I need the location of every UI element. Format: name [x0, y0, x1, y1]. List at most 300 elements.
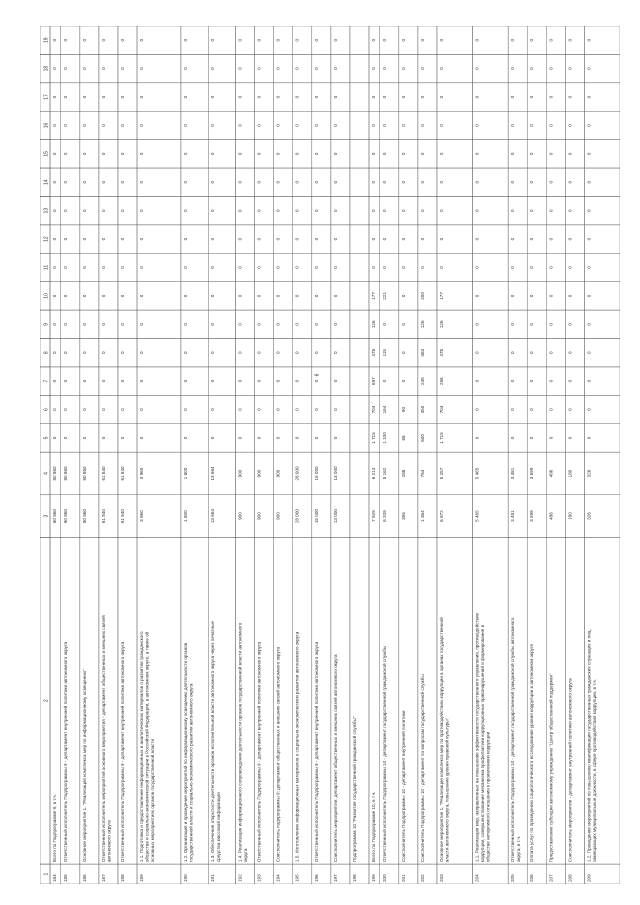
table-cell	[350, 225, 369, 253]
row-value: 600	[419, 434, 425, 442]
row-value: 0	[529, 351, 535, 355]
row-value: 0	[275, 323, 281, 326]
row-value: 363	[419, 348, 425, 357]
row-value: 0	[510, 408, 516, 411]
row-value: 0	[139, 436, 145, 440]
row-value: 0	[586, 180, 592, 184]
row-value: 3 960	[139, 510, 145, 522]
row-value: 0	[139, 67, 145, 70]
row-value: 0	[438, 95, 444, 99]
row-value: 0	[400, 180, 406, 184]
header-number: 17	[43, 94, 50, 100]
row-value: 1 100	[381, 432, 387, 444]
row-value: 164	[381, 405, 387, 414]
row-value: 900	[275, 469, 281, 478]
row-value: 0	[62, 323, 68, 326]
row-value: 1 715	[370, 432, 376, 444]
row-value: 0	[182, 351, 188, 355]
header-number: 15	[43, 151, 50, 157]
row-description: Ответственный исполнитель Подпрограммы 9 - департамент внутренней политики автономного округа	[62, 641, 68, 863]
row-value: 0	[438, 180, 444, 184]
row-value: 0	[294, 152, 300, 156]
row-value: 0	[400, 67, 406, 70]
row-value: 0	[474, 323, 480, 326]
row-value: 0	[332, 209, 338, 212]
row-value: 0	[52, 266, 57, 269]
row-value: 0	[62, 266, 68, 269]
row-value: 13 664	[210, 466, 216, 481]
row-value: 0	[237, 124, 243, 127]
row-value: 0	[210, 294, 216, 298]
row-value: 0	[529, 408, 535, 411]
row-value: 3 599	[529, 467, 535, 480]
row-value: 0	[62, 152, 68, 156]
row-description: Основное мероприятие 1. "Реализация комплекса мер по противодействию коррупции в органах государственнойвласти автономного округа, повышение уровня правовой культуры"	[438, 617, 450, 863]
row-value: 0	[548, 379, 554, 383]
table-row	[565, 26, 584, 884]
row-value: 13 000	[332, 466, 338, 481]
row-value: 0	[237, 38, 243, 42]
row-value: 0	[275, 294, 281, 298]
row-value: 900	[256, 469, 262, 478]
row-value: 0	[100, 67, 106, 70]
row-number: 190	[182, 874, 188, 882]
table-group	[40, 26, 620, 884]
row-value: 0	[381, 152, 387, 156]
row-value: 0	[275, 379, 281, 383]
row-value: 900	[275, 512, 281, 520]
table-row	[418, 26, 437, 884]
row-value: 0	[381, 379, 387, 383]
row-description: Всего по Подпрограмме 10, в т.ч.	[370, 791, 376, 863]
row-description: Соисполнитель мероприятия: департамент общественных и внешних связей автономного округа	[332, 654, 338, 863]
row-value: 0	[381, 95, 387, 99]
row-value: 1 800	[182, 510, 188, 522]
row-value: 0	[313, 124, 319, 127]
row-value: 0	[548, 408, 554, 411]
row-value: 0	[567, 38, 573, 42]
table-cell	[350, 26, 369, 54]
row-value: 0	[256, 323, 262, 326]
row-value: 0	[182, 95, 188, 99]
row-value: 0	[419, 209, 425, 212]
row-value: 0	[381, 323, 387, 326]
row-value: 0	[100, 124, 106, 127]
row-value: 0	[182, 67, 188, 70]
row-value: 0	[586, 209, 592, 212]
row-value: 0	[381, 180, 387, 184]
row-value: 0	[332, 379, 338, 383]
row-value: 0	[294, 323, 300, 326]
row-value: 80 860	[81, 466, 87, 481]
row-value: 0	[313, 436, 319, 440]
row-number: 196	[313, 874, 319, 882]
row-value: 0	[400, 379, 406, 383]
row-value: 3 960	[139, 467, 145, 480]
row-value: 0	[586, 38, 592, 42]
row-value: 0	[62, 379, 68, 383]
header-number: 16	[43, 122, 50, 129]
table-row	[208, 26, 235, 884]
row-value: 0	[474, 95, 480, 99]
row-value: 28 000	[294, 466, 300, 481]
row-value: 0	[119, 323, 125, 326]
row-description: Предоставление субсидии автономному учреждению "Центр общественной поддержки"	[548, 673, 554, 863]
table-cell	[350, 168, 369, 196]
row-value: 0	[567, 266, 573, 269]
row-value: 0	[182, 209, 188, 212]
row-number: 186	[81, 874, 87, 882]
row-value: 0	[139, 209, 145, 212]
row-value: 0	[548, 351, 554, 355]
row-description: Ответственный исполнитель Подпрограммы 9 - департамент внутренней политики автономного округа	[256, 641, 262, 863]
row-value: 0	[182, 38, 188, 42]
row-value: 0	[510, 436, 516, 440]
row-value: 0	[139, 95, 145, 99]
page-number: 6	[314, 373, 321, 377]
table-row	[80, 26, 99, 884]
row-value: 0	[567, 209, 573, 212]
row-value: 0	[438, 124, 444, 127]
row-number: 194	[275, 874, 281, 882]
row-value: 0	[275, 38, 281, 42]
row-value: 0	[294, 379, 300, 383]
row-value: 0	[548, 266, 554, 269]
row-value: 0	[237, 351, 243, 355]
row-value: 0	[256, 38, 262, 42]
row-value: 0	[400, 294, 406, 298]
table-cell	[350, 367, 369, 395]
row-value: 0	[294, 294, 300, 298]
row-value: 0	[474, 38, 480, 42]
row-value: 0	[100, 180, 106, 184]
row-value: 0	[510, 266, 516, 269]
row-value: 0	[52, 124, 57, 127]
row-value: 0	[586, 152, 592, 156]
row-value: 0	[81, 266, 87, 269]
row-value: 0	[119, 266, 125, 269]
row-value: 180	[567, 512, 573, 520]
budget-table	[40, 26, 620, 884]
row-value: 80 860	[52, 509, 57, 524]
row-value: 0	[81, 152, 87, 156]
row-value: 0	[237, 266, 243, 269]
row-value: 0	[81, 408, 87, 411]
row-value: 0	[370, 95, 376, 99]
row-value: 0	[139, 323, 145, 326]
row-value: 0	[438, 237, 444, 241]
row-value: 0	[52, 67, 57, 70]
row-value: 326	[586, 469, 592, 478]
row-number: 205	[510, 874, 516, 882]
row-value: 0	[400, 266, 406, 269]
row-value: 7 929	[370, 510, 376, 522]
row-value: 3 481	[510, 510, 516, 522]
row-value: 0	[510, 180, 516, 184]
table-row	[255, 26, 274, 884]
row-value: 0	[81, 67, 87, 70]
row-value: 115	[381, 349, 387, 357]
row-value: 0	[529, 124, 535, 127]
row-value: 0	[294, 95, 300, 99]
row-value: 0	[419, 67, 425, 70]
row-value: 0	[81, 379, 87, 383]
table-row	[181, 26, 208, 884]
header-number: 6	[43, 408, 50, 411]
row-value: 0	[81, 323, 87, 326]
header-number: 2	[43, 699, 50, 703]
row-description: Соисполнитель мероприятия - департамент внутренней политики автономного округа	[567, 678, 573, 863]
row-value: 0	[586, 351, 592, 355]
row-value: 0	[119, 152, 125, 156]
row-value: 0	[182, 124, 188, 127]
row-value: 0	[474, 209, 480, 212]
row-description: 1.1. Реализация мер, направленных на повышение эффективности государственного управления, противодействиекоррупции, совершенствование механизма профилактики коррупционных правонарушений и формирование вобществе нетерпимого отношения к проявлениям коррупции	[474, 612, 491, 863]
row-value: 0	[332, 294, 338, 298]
row-value: 0	[586, 124, 592, 127]
row-value: 0	[275, 124, 281, 127]
row-value: 80 860	[62, 509, 68, 524]
rotated-document-sheet	[40, 26, 620, 884]
row-value: 0	[62, 67, 68, 70]
row-value: 0	[210, 351, 216, 355]
table-row	[546, 26, 565, 884]
row-value: 478	[438, 348, 444, 357]
row-value: 0	[510, 38, 516, 42]
row-value: 126	[438, 320, 444, 329]
row-value: 0	[332, 67, 338, 70]
row-number: 184	[52, 874, 57, 882]
table-row	[236, 26, 255, 884]
row-value: 0	[139, 124, 145, 127]
row-value: 486	[548, 469, 554, 478]
row-value: 0	[81, 180, 87, 184]
row-value: 0	[474, 152, 480, 156]
row-value: 0	[294, 124, 300, 127]
row-value: 0	[81, 351, 87, 355]
row-value: 0	[256, 209, 262, 212]
row-value: 28 000	[294, 509, 300, 524]
header-number: 13	[43, 207, 50, 214]
row-value: 0	[332, 408, 338, 411]
row-number: 203	[438, 874, 444, 882]
table-cell	[350, 495, 369, 538]
table-cell	[350, 310, 369, 338]
row-value: 0	[100, 436, 106, 440]
table-row	[527, 26, 546, 884]
table-cell	[350, 54, 369, 82]
row-value: 0	[256, 237, 262, 241]
row-value: 0	[52, 323, 57, 326]
row-value: 15 000	[313, 466, 319, 481]
row-value: 0	[548, 38, 554, 42]
row-value: 0	[510, 95, 516, 99]
row-value: 6 972	[438, 510, 444, 522]
row-value: 0	[294, 67, 300, 70]
header-number: 1	[43, 872, 50, 876]
row-value: 0	[313, 294, 319, 298]
row-value: 0	[419, 152, 425, 156]
header-number: 12	[43, 236, 50, 242]
row-value: 900	[237, 512, 243, 520]
row-value: 0	[529, 209, 535, 212]
row-description: Ответственный исполнитель Подпрограммы 10 - департамент государственной гражданской службы автономногоокруга, в т.ч.	[510, 617, 521, 863]
row-value: 0	[294, 351, 300, 355]
header-number: 11	[43, 264, 50, 271]
row-value: 0	[182, 379, 188, 383]
row-value: 1 364	[419, 510, 425, 522]
row-value: 0	[139, 294, 145, 298]
row-value: 0	[210, 266, 216, 269]
row-value: 0	[567, 436, 573, 440]
row-value: 80 860	[62, 466, 68, 481]
row-value: 0	[62, 124, 68, 127]
table-cell	[350, 424, 369, 452]
row-value: 0	[370, 237, 376, 241]
row-value: 0	[529, 266, 535, 269]
header-number: 14	[43, 179, 50, 186]
row-value: 0	[81, 209, 87, 212]
row-value: 0	[256, 436, 262, 440]
row-value: 0	[62, 294, 68, 298]
table-row	[584, 26, 620, 884]
row-value: 0	[52, 152, 57, 156]
row-value: 0	[548, 323, 554, 326]
row-value: 0	[210, 38, 216, 42]
row-value: 0	[313, 266, 319, 269]
row-value: 80 860	[52, 466, 57, 481]
row-description: Оплата услуг по проведению социологического исследования уровня коррупции в автономном округе	[529, 643, 535, 863]
row-value: 0	[438, 266, 444, 269]
row-value: 0	[529, 95, 535, 99]
row-description: 1.5. Изготовление информационных материалов о социально-экономическом развитии автономного округа	[294, 631, 300, 863]
row-value: 0	[119, 351, 125, 355]
row-value: 0	[474, 379, 480, 383]
row-value: 0	[100, 408, 106, 411]
row-description: 1.4. Реализация информационного сопровождения деятельности органов государственной власти автономногоокруга	[237, 622, 249, 863]
row-value: 0	[438, 209, 444, 212]
row-value: 0	[529, 379, 535, 383]
row-value: 0	[275, 67, 281, 70]
row-value: 0	[256, 379, 262, 383]
row-value: 0	[237, 95, 243, 99]
row-value: 61 840	[119, 466, 125, 481]
row-value: 0	[474, 67, 480, 70]
row-value: 177	[438, 292, 444, 300]
row-value: 0	[119, 408, 125, 411]
row-number: 204	[474, 874, 480, 882]
row-value: 0	[400, 323, 406, 326]
table-row	[50, 26, 61, 884]
row-description: 1.2. Организация и проведение мероприятий по информационному освещению деятельности органовгосударственной власти и социально-экономического развития автономного округа	[182, 642, 194, 863]
row-value: 0	[256, 152, 262, 156]
row-description: Соисполнитель Подпрограммы 10 - департамент внутренней политики	[400, 710, 406, 863]
row-value: 0	[62, 95, 68, 99]
row-value: 0	[256, 180, 262, 184]
row-value: 0	[313, 379, 319, 383]
row-value: 0	[529, 38, 535, 42]
row-description: Соисполнитель Подпрограммы 10 - департамент по вопросам государственной службы	[419, 674, 425, 863]
row-value: 0	[567, 152, 573, 156]
row-value: 0	[119, 38, 125, 42]
row-value: 0	[400, 237, 406, 241]
row-value: 0	[100, 266, 106, 269]
row-value: 90	[400, 406, 406, 413]
row-number: 188	[119, 874, 125, 882]
row-value: 0	[313, 95, 319, 99]
header-number: 4	[43, 472, 50, 475]
row-value: 0	[400, 38, 406, 42]
row-value: 0	[139, 351, 145, 355]
row-number: 195	[294, 874, 300, 882]
row-value: 0	[529, 67, 535, 70]
row-value: 0	[62, 237, 68, 241]
row-value: 0	[237, 294, 243, 298]
row-value: 5 465	[474, 467, 480, 480]
row-value: 697	[370, 377, 376, 385]
header-number: 19	[43, 37, 50, 43]
row-value: 0	[52, 408, 57, 411]
header-number: 9	[43, 322, 50, 326]
row-value: 0	[100, 379, 106, 383]
row-value: 0	[62, 209, 68, 212]
row-value: 0	[294, 209, 300, 212]
row-value: 0	[275, 408, 281, 411]
table-row	[312, 26, 331, 884]
row-value: 0	[370, 209, 376, 212]
row-value: 0	[529, 180, 535, 184]
table-cell	[350, 140, 369, 168]
row-value: 0	[237, 408, 243, 411]
row-value: 0	[567, 323, 573, 326]
row-value: 450	[419, 405, 425, 414]
header-number: 5	[43, 436, 50, 440]
table-row	[369, 26, 380, 884]
row-value: 61 840	[119, 509, 125, 524]
row-value: 0	[256, 266, 262, 269]
row-value: 0	[210, 152, 216, 156]
row-value: 221	[381, 292, 387, 300]
row-value: 0	[52, 436, 57, 440]
row-value: 0	[370, 180, 376, 184]
row-value: 3 599	[529, 510, 535, 522]
row-value: 0	[313, 351, 319, 355]
row-description: Всего по Подпрограмме 9, в т.ч.	[52, 794, 57, 863]
row-value: 0	[100, 351, 106, 355]
row-value: 0	[400, 152, 406, 156]
row-value: 0	[119, 180, 125, 184]
row-value: 0	[52, 38, 57, 42]
row-value: 0	[100, 209, 106, 212]
row-value: 704	[370, 405, 376, 414]
row-value: 0	[139, 180, 145, 184]
table-row	[508, 26, 527, 884]
row-value: 0	[548, 67, 554, 70]
row-value: 0	[52, 95, 57, 99]
table-row	[99, 26, 118, 884]
row-value: 0	[313, 408, 319, 411]
row-value: 0	[474, 351, 480, 355]
row-value: 0	[548, 124, 554, 127]
row-value: 0	[275, 436, 281, 440]
header-number: 18	[43, 65, 50, 72]
row-value: 5 465	[474, 510, 480, 522]
row-value: 0	[119, 436, 125, 440]
row-number: 206	[529, 874, 535, 882]
row-value: 0	[100, 152, 106, 156]
row-number: 207	[548, 874, 554, 882]
row-value: 0	[438, 67, 444, 70]
